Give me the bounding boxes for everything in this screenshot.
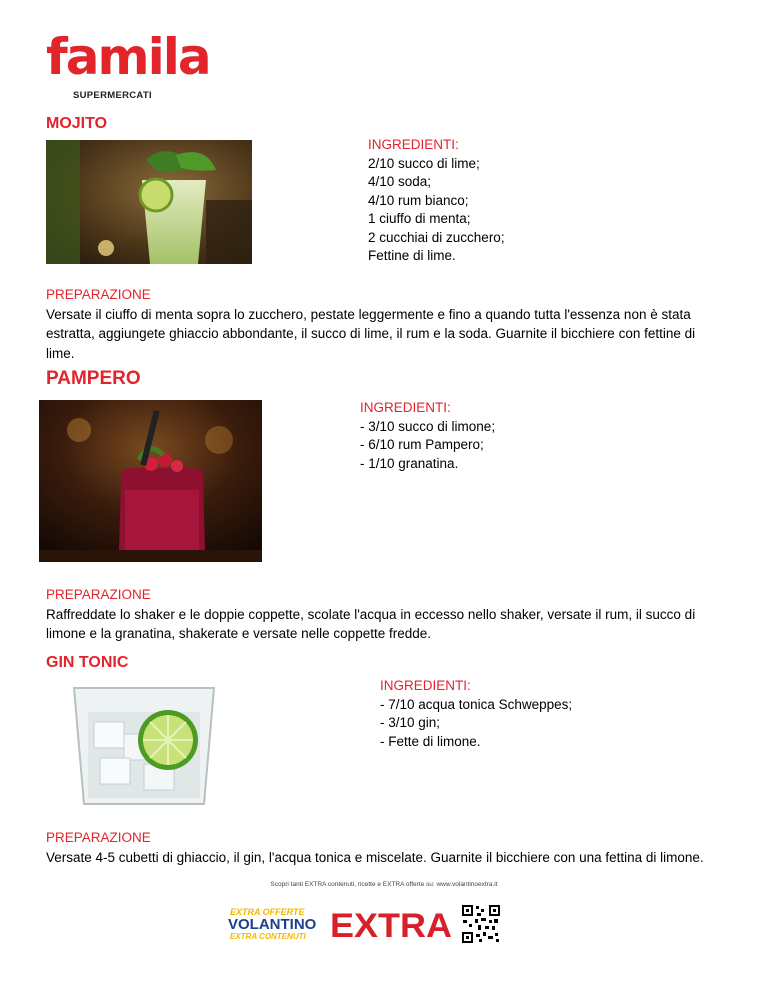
banner-top-text: EXTRA OFFERTE: [230, 907, 305, 917]
recipe-title-gin-tonic: GIN TONIC: [46, 654, 129, 671]
preparation-text: Versate il ciuffo di menta sopra lo zucchero, pestate leggermente e fino a quando tutta l'essenza non è stata estratta, aggiungete ghiaccio abbondante, il succo di lime, il rum e la soda. Guarnite il bicchiere con fettine di lime.: [46, 306, 696, 361]
preparation-text: Versate 4-5 cubetti di ghiaccio, il gin, l'acqua tonica e miscelate. Guarnite il bicchiere con una fettina di limone.: [46, 849, 704, 865]
banner-extra-text: EXTRA: [330, 907, 452, 941]
ingredient-item: - 7/10 acqua tonica Schweppes;: [380, 696, 573, 712]
ingredients-gin-tonic: [380, 677, 572, 751]
recipe-title-mojito: MOJITO: [46, 115, 108, 132]
footer-note: Scopri tanti EXTRA contenuti, ricette e EXTRA offerte su: www.volantinoextra.it: [270, 881, 498, 888]
logo-subtitle: SUPERMERCATI: [73, 90, 152, 101]
preparation-gin-tonic: [46, 828, 722, 867]
preparation-mojito: [46, 285, 722, 363]
recipe-title-pampero: PAMPERO: [46, 368, 141, 389]
ingredient-item: 2/10 succo di lime;: [368, 155, 480, 171]
mojito-photo: [46, 140, 252, 264]
ingredients-label: INGREDIENTI:: [380, 678, 471, 693]
ingredient-item: 1 ciuffo di menta;: [368, 211, 471, 226]
ingredients-mojito: [368, 136, 505, 266]
ingredients-label: INGREDIENTI:: [360, 400, 451, 415]
volantino-extra-banner[interactable]: [228, 905, 453, 941]
logo-wordmark: famila: [46, 28, 210, 86]
gin-tonic-photo: [64, 682, 226, 810]
ingredients-label: INGREDIENTI:: [368, 137, 459, 152]
preparation-label: PREPARAZIONE: [46, 830, 151, 845]
banner-main-text: VOLANTINO: [228, 916, 317, 933]
banner-bottom-text: EXTRA CONTENUTI: [230, 932, 306, 941]
ingredient-item: - 3/10 gin;: [380, 715, 441, 730]
preparation-label: PREPARAZIONE: [46, 587, 151, 602]
ingredient-item: - Fette di limone.: [380, 733, 481, 749]
ingredient-item: - 1/10 granatina.: [360, 455, 459, 471]
ingredient-item: Fettine di lime.: [368, 248, 456, 263]
ingredient-item: 2 cucchiai di zucchero;: [368, 229, 505, 245]
ingredient-item: 4/10 rum bianco;: [368, 192, 469, 208]
preparation-label: PREPARAZIONE: [46, 287, 151, 302]
famila-logo: [46, 28, 210, 102]
preparation-pampero: [46, 585, 722, 644]
ingredient-item: 4/10 soda;: [368, 174, 432, 189]
ingredient-item: - 3/10 succo di limone;: [360, 418, 496, 434]
preparation-text: Raffreddate lo shaker e le doppie coppette, scolate l'acqua in eccesso nello shaker, versate il rum, il succo di limone e la granatina, shakerate e versate nelle coppette fredde.: [46, 606, 696, 641]
pampero-photo: [39, 400, 262, 562]
ingredient-item: - 6/10 rum Pampero;: [360, 437, 484, 452]
ingredients-pampero: [360, 399, 495, 473]
qr-code[interactable]: [461, 904, 501, 944]
